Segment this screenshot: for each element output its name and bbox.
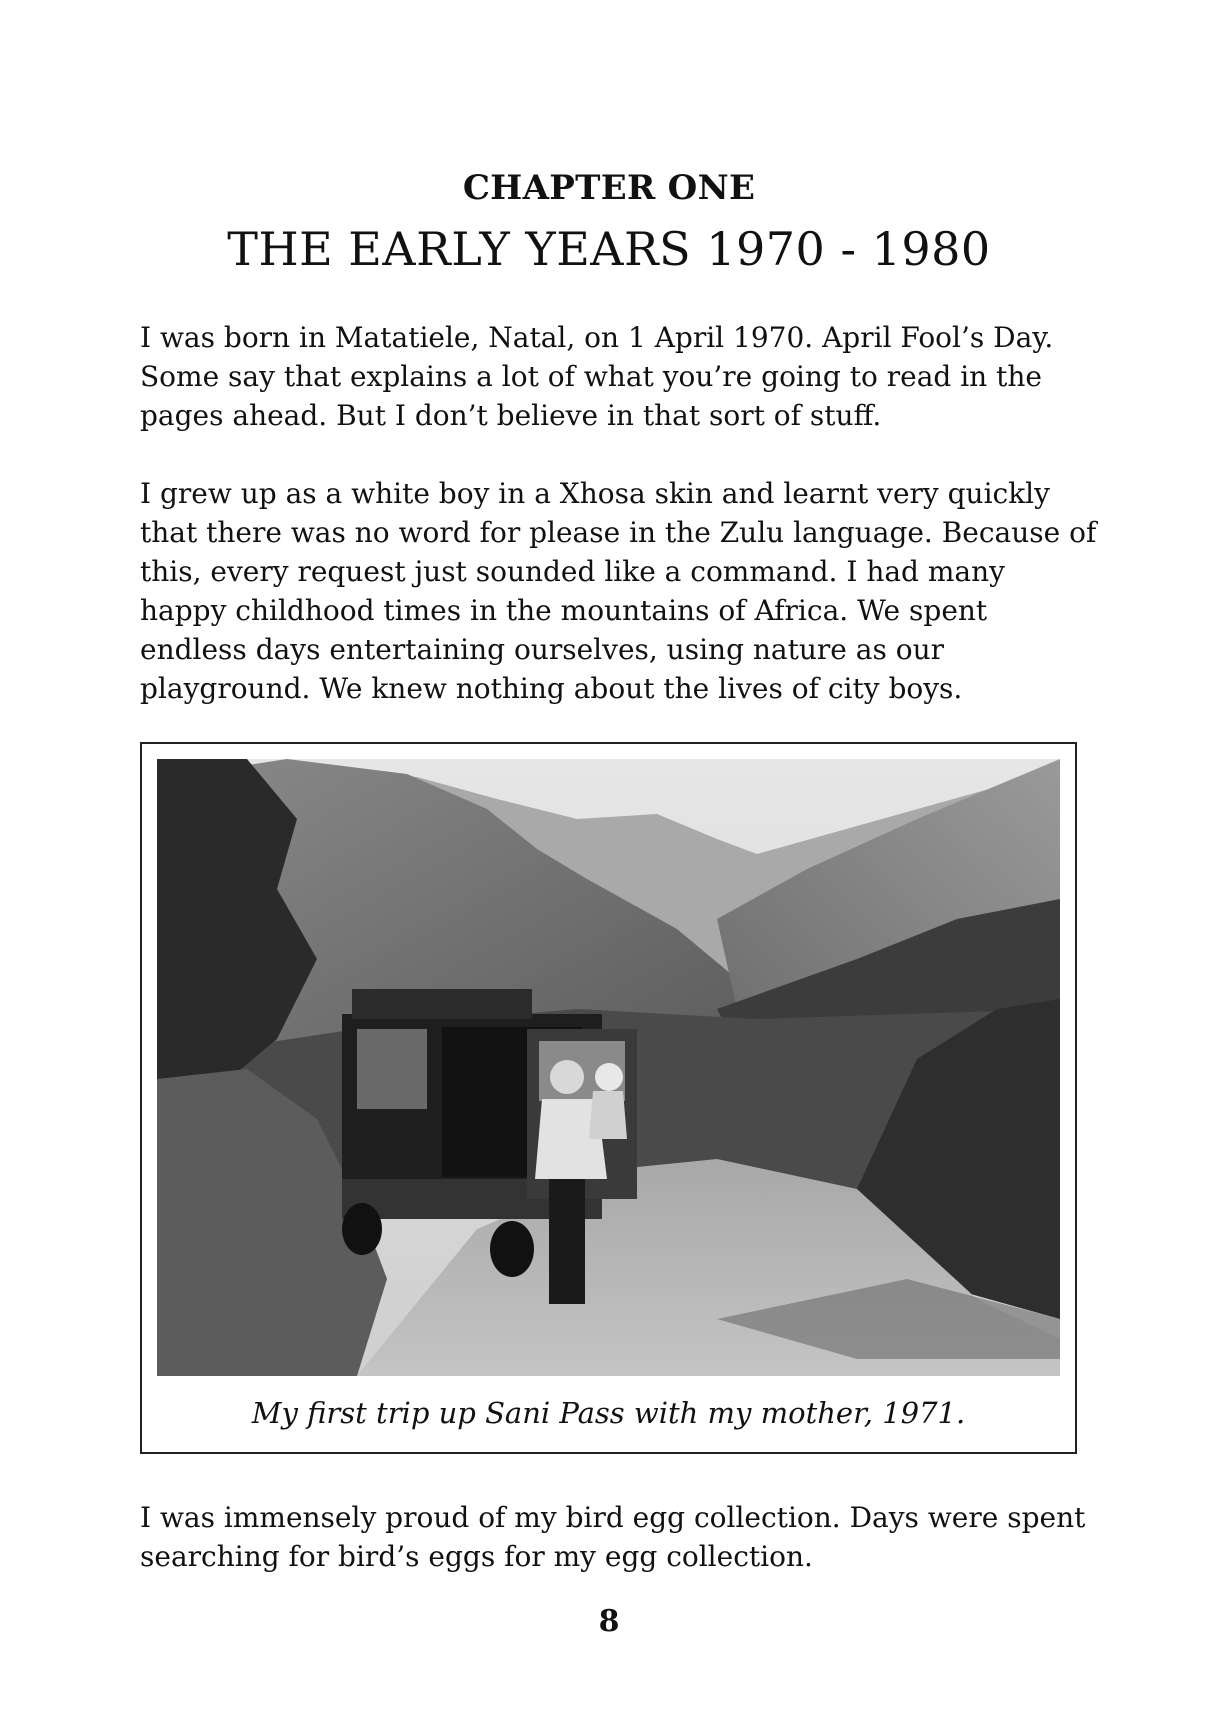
chapter-title: THE EARLY YEARS 1970 - 1980 [227, 222, 991, 276]
paragraph-1: I was born in Matatiele, Natal, on 1 April 1970. April Fool’s Day. Some say that explains a lot of what you’re going to read in the pages ahead. But I don’t believe in that sort of stuff. [140, 321, 1054, 432]
photo-figure [140, 742, 1077, 1454]
paragraph-2: I grew up as a white boy in a Xhosa skin and learnt very quickly that there was no word for please in the Zulu language. Because of this, every request just sounded like a command. I had many happy childhood times in the mountains of Africa. We spent endless days entertaining ourselves, using nature as our playground. We knew nothing about the lives of city boys. [140, 477, 1097, 705]
page-number: 8 [598, 1604, 620, 1639]
chapter-label: CHAPTER ONE [462, 168, 756, 208]
mountain-pass-photo [157, 759, 1060, 1376]
photo-caption: My first trip up Sani Pass with my mother, 1971. [251, 1396, 966, 1430]
paragraph-3: I was immensely proud of my bird egg collection. Days were spent searching for bird’s eggs for my egg collection. [140, 1501, 1086, 1573]
